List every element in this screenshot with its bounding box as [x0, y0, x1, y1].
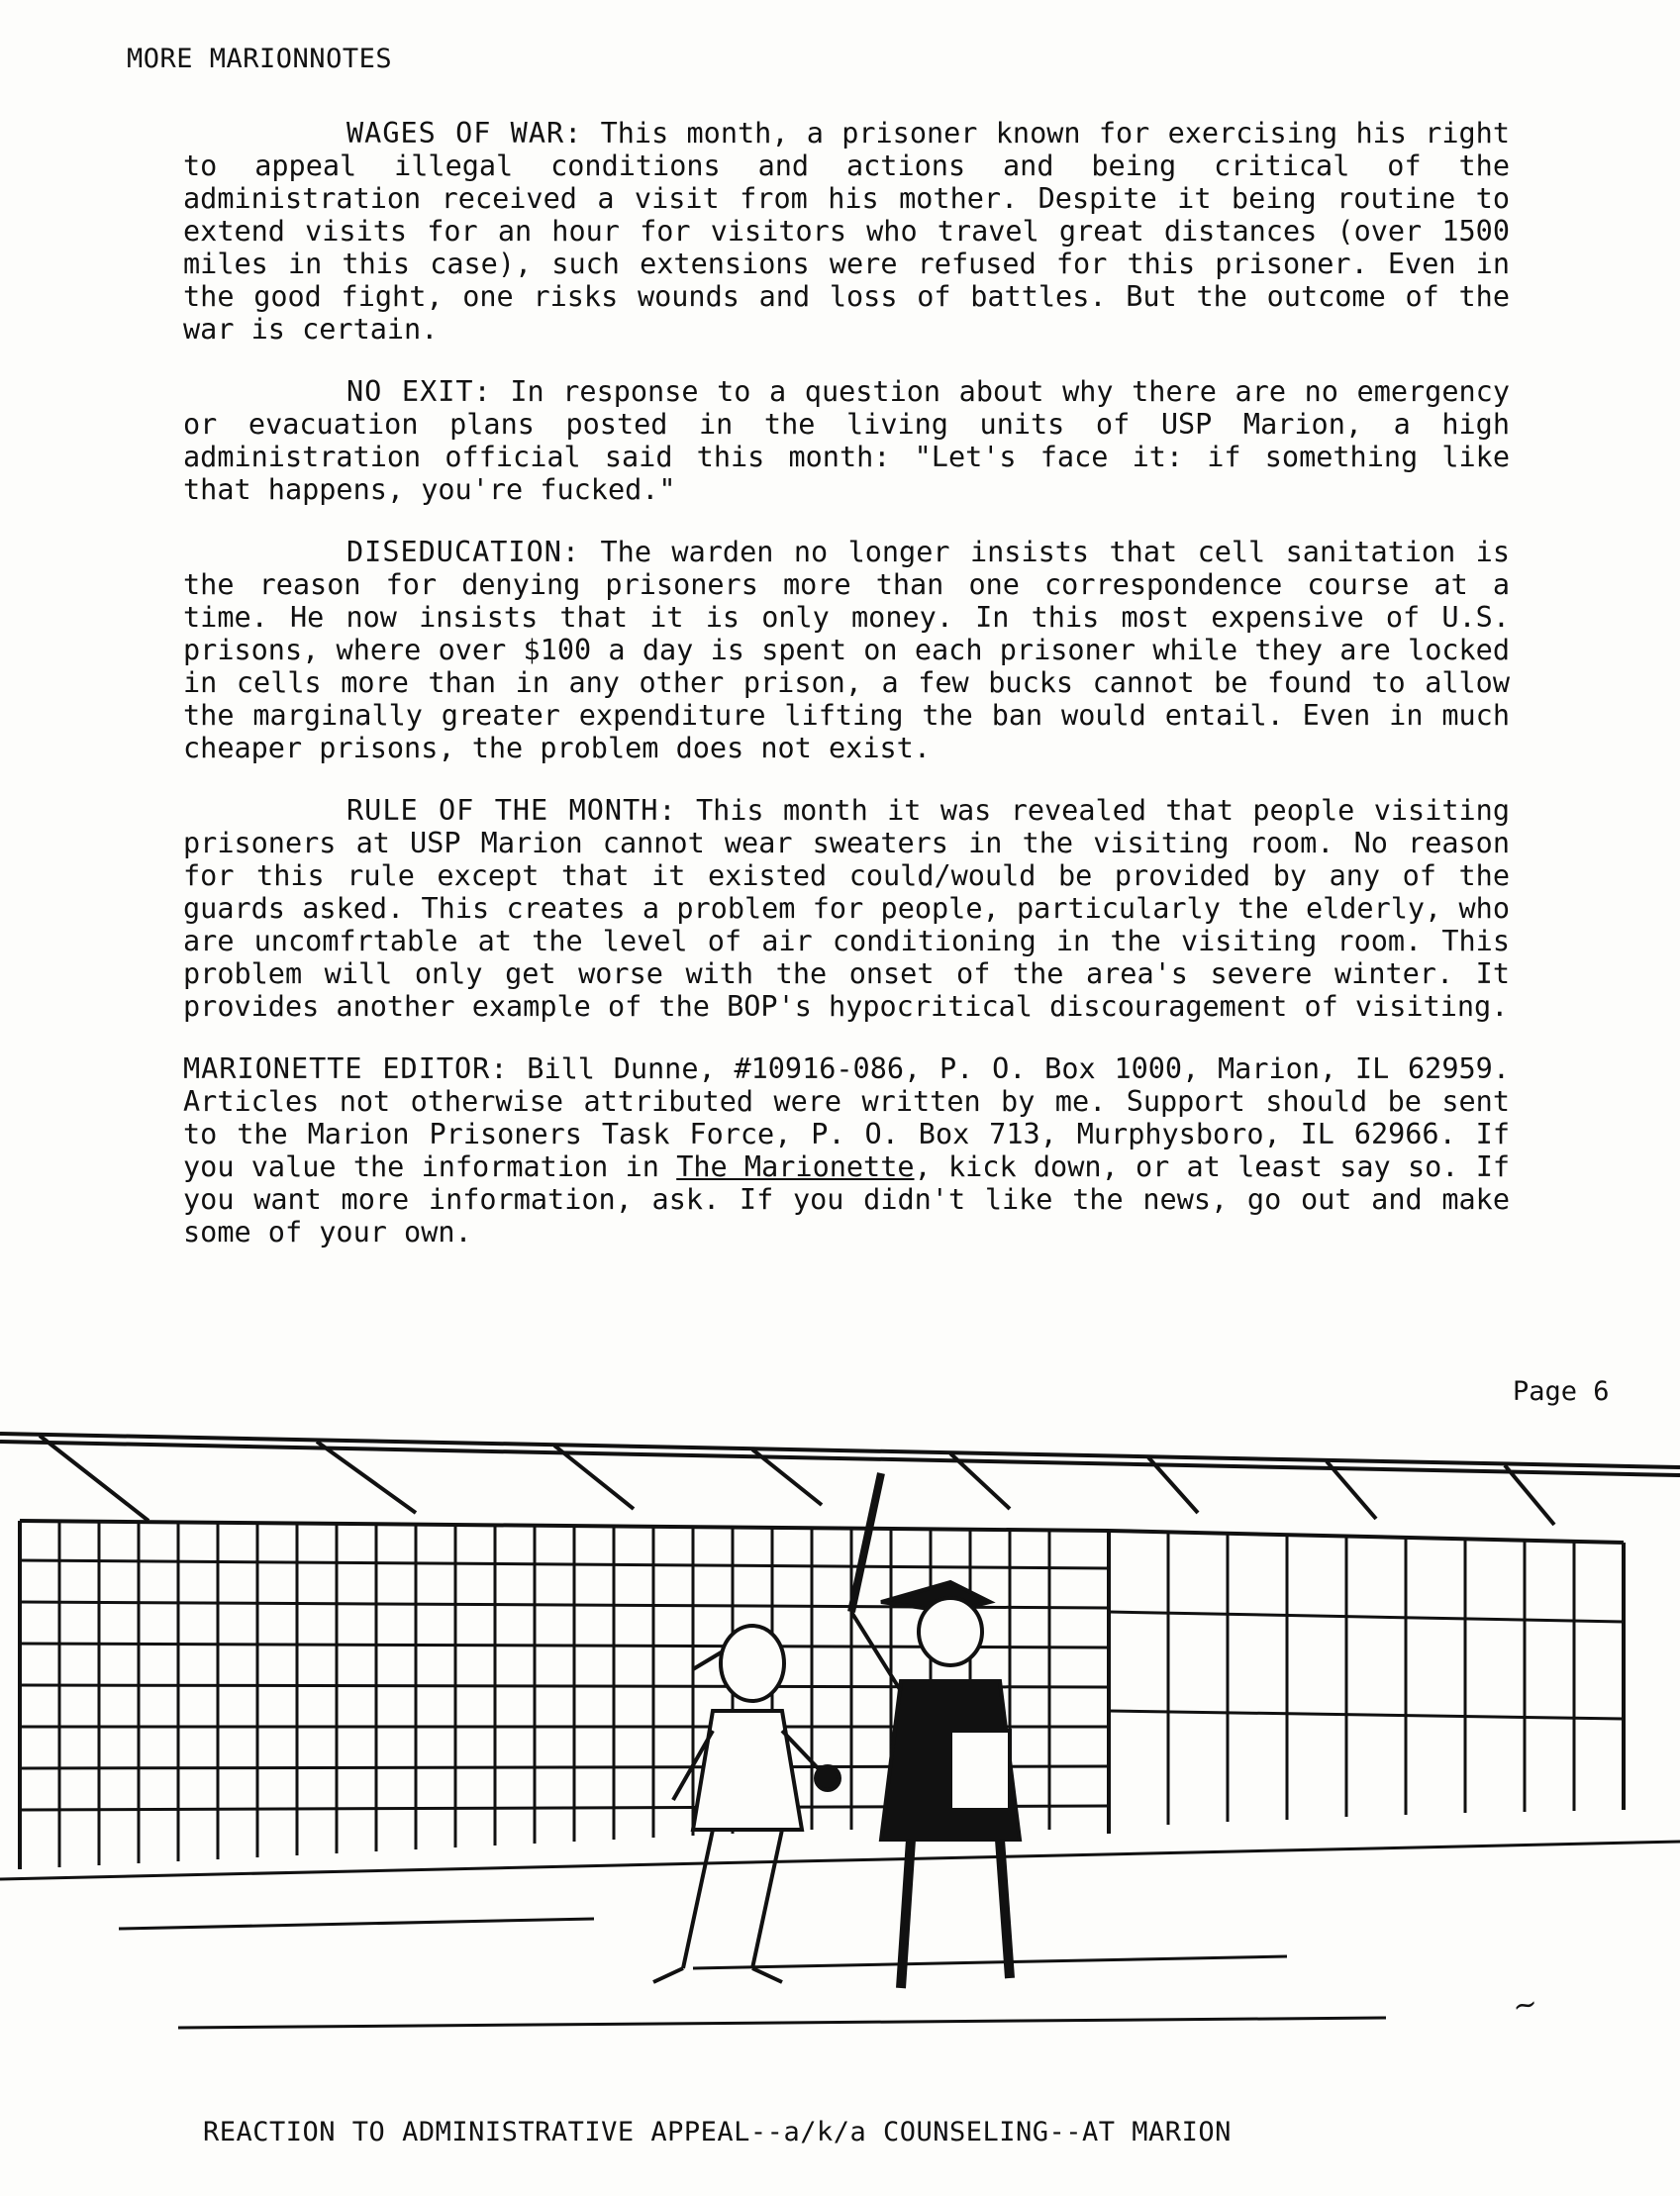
cartoon-illustration: [0, 1414, 1680, 2067]
page-header: MORE MARIONNOTES: [127, 44, 393, 74]
paragraph-lead: MARIONETTE EDITOR:: [183, 1052, 509, 1085]
ground-lines: [0, 1842, 1680, 2028]
paragraph-text: , kick down, or at least say so. If you want more information, ask. If you didn't like the news, go out and make some of your own.: [183, 1150, 1511, 1248]
paragraph-text: This month, a prisoner known for exercising his right to appeal illegal conditions and actions and being critical of the administration received a visit from his mother. Despite it being routine to extend visits for an hour for visitors who travel great distances (over 1500 miles in this case), such extensions were refused for this prisoner. Even in the good fight, one risks wounds and loss of battles. But the outcome of the war is certain.: [183, 117, 1510, 346]
guard-figure: [851, 1473, 1020, 1988]
paragraph-rule-of-the-month: [183, 794, 1510, 1023]
paragraph-lead: RULE OF THE MONTH:: [346, 794, 677, 827]
publication-title: The Marionette: [676, 1150, 915, 1183]
fence-bars: [59, 1521, 1574, 1867]
cartoon-caption: REACTION TO ADMINISTRATIVE APPEAL--a/k/a COUNSELING--AT MARION: [203, 2117, 1232, 2147]
artist-signature: ~: [1509, 1985, 1541, 2026]
paragraph-text: In response to a question about why there are no emergency or evacuation plans posted in the living units of USP Marion, a high administration official said this month: "Let's face it: if something like that happens, you're fucked.": [183, 375, 1510, 506]
paragraph-editor: [183, 1052, 1510, 1248]
article-body: [183, 117, 1510, 1278]
paragraph-lead: NO EXIT:: [346, 375, 492, 408]
fence-drawing: [0, 1434, 1680, 1869]
paragraph-wages-of-war: [183, 117, 1510, 346]
paragraph-no-exit: [183, 375, 1510, 506]
page-number: Page 6: [1513, 1376, 1610, 1407]
paragraph-diseducation: [183, 536, 1510, 764]
paragraph-text: This month it was revealed that people visiting prisoners at USP Marion cannot wear sweaters in the visiting room. No reason for this rule except that it existed could/would be provided by any of the guards asked. This creates a problem for people, particularly the elderly, who are uncomfrtable at the level of air conditioning in the visiting room. This problem will only get worse with the onset of the area's severe winter. It provides another example of the BOP's hypocritical discouragement of visiting.: [183, 794, 1510, 1023]
paragraph-text: Bill Dunne, #10916-086, P. O. Box 1000, Marion, IL 62959. Articles not otherwise attributed were written by me. Support should be sent to the Marion Prisoners Task Force, P. O. Box 713, Murphysboro, IL 62966. If you value the information in: [183, 1052, 1510, 1183]
paragraph-text: The warden no longer insists that cell sanitation is the reason for denying prisoners more than one correspondence course at a time. He now insists that it is only money. In this most expensive of U.S. prisons, where over $100 a day is spent on each prisoner while they are locked in cells more than in any other prison, a few bucks cannot be found to allow the marginally greater expenditure lifting the ban would entail. Even in much cheaper prisons, the problem does not exist.: [183, 536, 1510, 764]
paragraph-lead: WAGES OF WAR:: [346, 117, 583, 150]
paragraph-lead: DISEDUCATION:: [346, 536, 581, 568]
